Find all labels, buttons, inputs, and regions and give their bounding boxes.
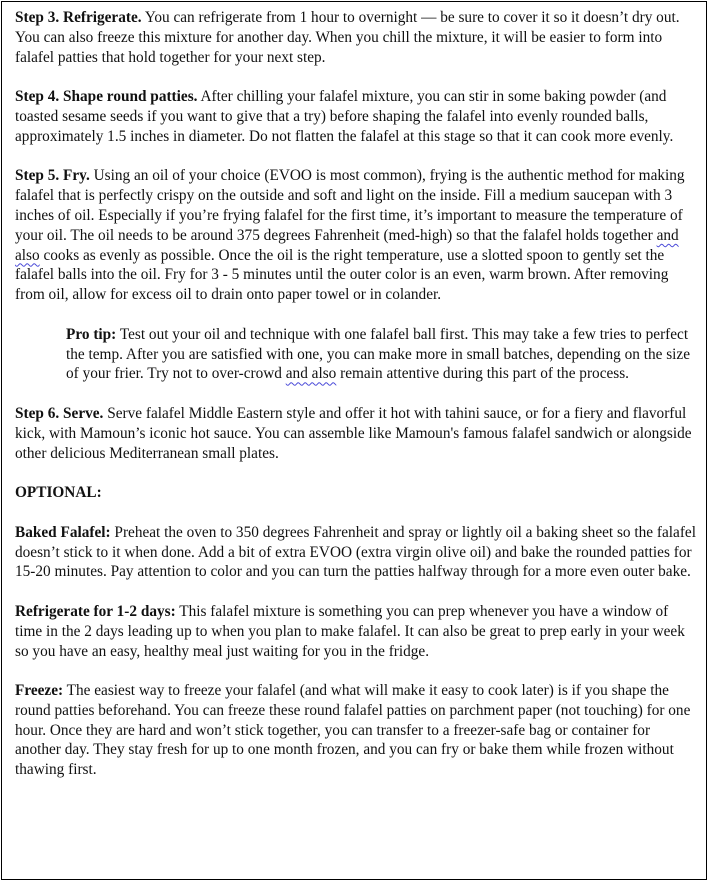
- baked-falafel-paragraph: [15, 523, 696, 582]
- step-6-heading: Step 6. Serve.: [15, 404, 104, 422]
- step-6-body: Serve falafel Middle Eastern style and offer it hot with tahini sauce, or for a fiery and flavorful kick, with Mamoun’s iconic hot sauce. You can assemble like Mamoun's famous falafel sandwich or alongside other delicious Mediterranean small plates.: [15, 404, 692, 462]
- step-5-flagged-phrase[interactable]: and also: [15, 226, 679, 264]
- pro-tip-flagged-phrase[interactable]: and also: [285, 365, 337, 383]
- optional-heading: OPTIONAL:: [15, 484, 102, 502]
- step-5-heading: Step 5. Fry.: [15, 167, 90, 185]
- document-page: [1, 1, 707, 880]
- step-6-paragraph: [15, 404, 696, 463]
- step-3-heading: Step 3. Refrigerate.: [15, 9, 142, 26]
- step-5-paragraph: [15, 166, 696, 305]
- pro-tip-paragraph: [66, 325, 694, 384]
- step-4-paragraph: [15, 87, 696, 146]
- step-5-body-start: Using an oil of your choice (EVOO is most common), frying is the authentic method for making falafel that is perfectly crispy on the outside and soft and light on the inside. Fill a medium saucepan with 3 inches of oil. Especially if you’re frying falafel for the first time, it’s important to measure the temperature of your oil. The oil needs to be around 375 degrees Fahrenheit (med-high) so that the falafel holds together: [15, 167, 685, 244]
- pro-tip-body-end: remain attentive during this part of the process.: [336, 365, 630, 383]
- freeze-paragraph: [15, 681, 696, 780]
- freeze-body: The easiest way to freeze your falafel (and what will make it easy to cook later) is if you shape the round patties beforehand. You can freeze these round falafel patties on parchment paper (not touching) for one hour. Once they are hard and won’t stick together, you can transfer to a freezer-safe bag or container for another day. They stay fresh for up to one month frozen, and you can fry or bake them while frozen without thawing first.: [15, 682, 691, 779]
- refrigerate-paragraph: [15, 602, 696, 661]
- refrigerate-body: This falafel mixture is something you can prep whenever you have a window of time in the 2 days leading up to when you plan to make falafel. It can also be great to prep early in your week so you have an easy, healthy meal just waiting for you in the fridge.: [15, 602, 685, 660]
- pro-tip-body-start: Test out your oil and technique with one falafel ball first. This may take a few tries to perfect the temp. After you are satisfied with one, you can make more in small batches, depending on the size of your frier. Try not to over-crowd: [66, 325, 691, 383]
- step-3-body: You can refrigerate from 1 hour to overnight — be sure to cover it so it doesn’t dry out. You can also freeze this mixture for another day. When you chill the mixture, it will be easier to form into falafel patties that hold together for your next step.: [15, 9, 680, 66]
- baked-falafel-body: Preheat the oven to 350 degrees Fahrenheit and spray or lightly oil a baking sheet so the falafel doesn’t stick to it when done. Add a bit of extra EVOO (extra virgin olive oil) and bake the rounded patties for 15-20 minutes. Pay attention to color and you can turn the patties halfway through for a more even outer bake.: [15, 523, 696, 581]
- step-5-body-end: cooks as evenly as possible. Once the oil is the right temperature, use a slotted spoon to gently set the falafel balls into the oil. Fry for 3 - 5 minutes until the outer color is an even, warm brown. After removing from oil, allow for excess oil to drain onto paper towel or in colander.: [15, 246, 669, 304]
- step-4-body: After chilling your falafel mixture, you can stir in some baking powder (and toasted sesame seeds if you want to give that a try) before shaping the falafel into evenly rounded balls, approximately 1.5 inches in diameter. Do not flatten the falafel at this stage so that it can cook more evenly.: [15, 88, 674, 145]
- freeze-heading: Freeze:: [15, 682, 64, 700]
- baked-falafel-heading: Baked Falafel:: [15, 523, 111, 541]
- step-3-paragraph: [15, 8, 696, 67]
- refrigerate-heading: Refrigerate for 1-2 days:: [15, 602, 176, 620]
- step-4-heading: Step 4. Shape round patties.: [15, 88, 198, 106]
- pro-tip-heading: Pro tip:: [66, 325, 117, 343]
